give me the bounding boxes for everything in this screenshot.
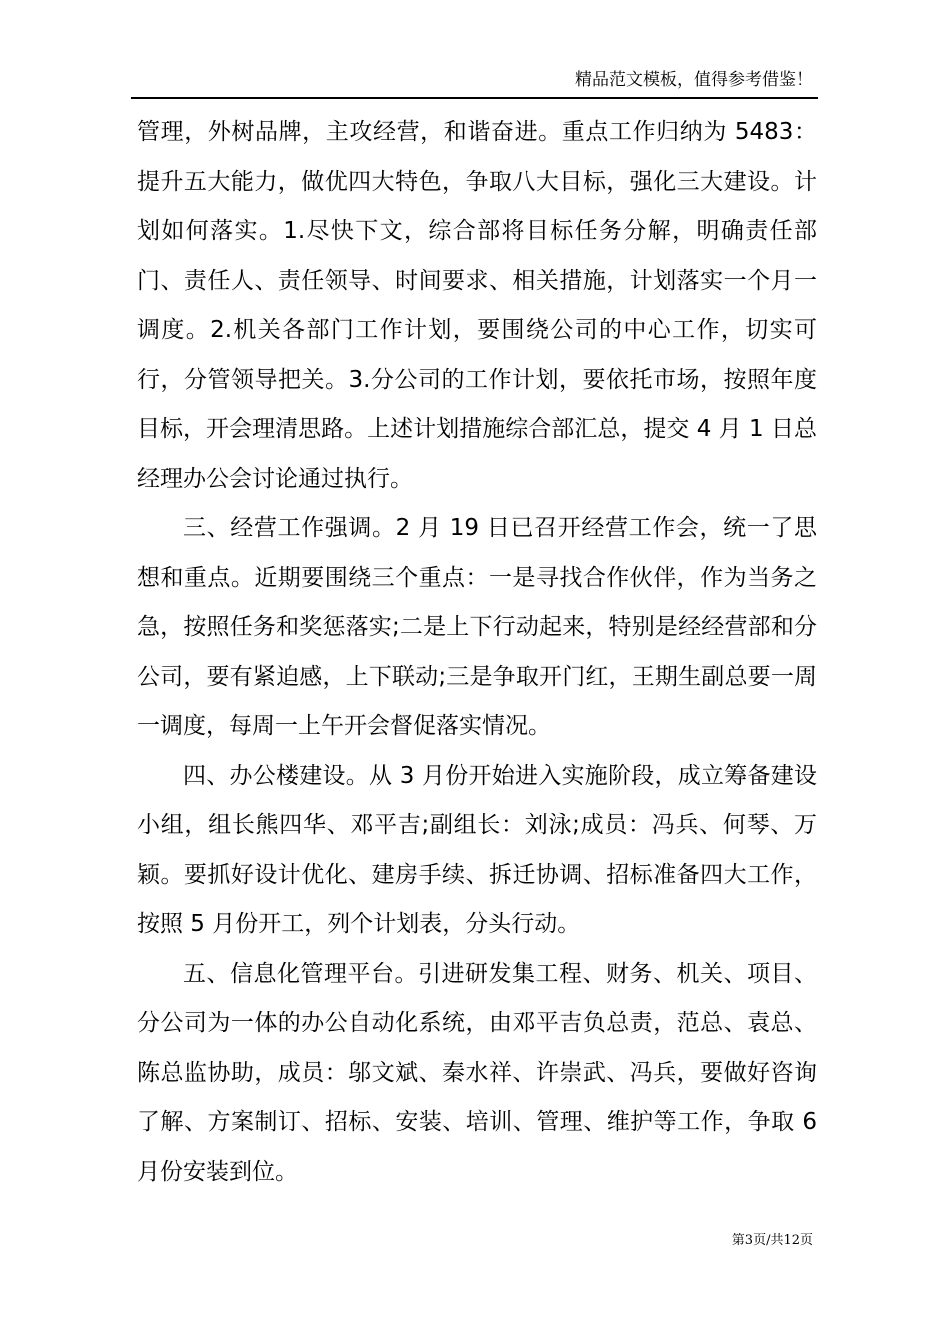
document-body (137, 108, 817, 1197)
paragraph-information-platform: 五、信息化管理平台。引进研发集工程、财务、机关、项目、分公司为一体的办公自动化系统，由邓平吉负总责，范总、袁总、陈总监协助，成员：邬文斌、秦水祥、许崇武、冯兵，要做好咨询了解、方案制订、招标、安装、培训、管理、维护等工作，争取 6 月份安装到位。 (137, 960, 817, 1185)
page-number: 第3页/共12页 (731, 1233, 813, 1248)
page-header-text: 精品范文模板，值得参考借鉴！ (575, 70, 813, 90)
paragraph-office-building: 四、办公楼建设。从 3 月份开始进入实施阶段，成立筹备建设小组，组长熊四华、邓平吉;副组长：刘泳;成员：冯兵、何琴、万颖。要抓好设计优化、建房手续、拆迁协调、招标准备四大工作，按照 5 月份开工，列个计划表，分头行动。 (137, 762, 817, 937)
paragraph-continuation: 管理，外树品牌，主攻经营，和谐奋进。重点工作归纳为 5483：提升五大能力，做优四大特色，争取八大目标，强化三大建设。计划如何落实。1.尽快下文，综合部将目标任务分解，明确责任部门、责任人、责任领导、时间要求、相关措施，计划落实一个月一调度。2.机关各部门工作计划，要围绕公司的中心工作，切实可行，分管领导把关。3.分公司的工作计划，要依托市场，按照年度目标，开会理清思路。上述计划措施综合部汇总，提交 4 月 1 日总经理办公会讨论通过执行。 (137, 119, 817, 492)
header-divider (131, 97, 818, 99)
paragraph-business-work: 三、经营工作强调。2 月 19 日已召开经营工作会，统一了思想和重点。近期要围绕三个重点：一是寻找合作伙伴，作为当务之急，按照任务和奖惩落实;二是上下行动起来，特别是经经营部和分公司，要有紧迫感，上下联动;三是争取开门红，王期生副总要一周一调度，每周一上午开会督促落实情况。 (137, 515, 817, 739)
